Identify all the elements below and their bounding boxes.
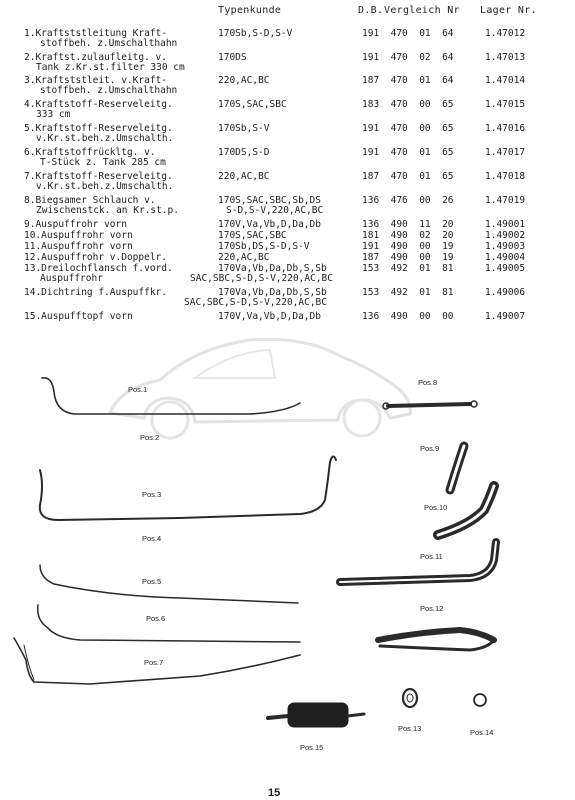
type-code: 170V,Va,Vb,D,Da,Db: [218, 311, 321, 322]
db-number: 191 490 00 19: [362, 241, 454, 252]
part-description-cont: T-Stück z. Tank 285 cm: [40, 157, 166, 169]
header-lager: Lager Nr.: [480, 5, 537, 16]
part-description: 4.Kraftstoff-Reserveleitg.: [24, 99, 173, 110]
type-code: 170DS: [218, 52, 247, 63]
db-number: 191 470 01 65: [362, 147, 454, 158]
db-number: 153 492 01 81: [362, 287, 454, 298]
part-description: 11.Auspuffrohr vorn: [24, 241, 133, 252]
type-code-cont: S-D,S-V,220,AC,BC: [226, 205, 324, 217]
caption-pos13: Pos.13: [398, 724, 422, 733]
type-code-cont: SAC,SBC,S-D,S-V,220,AC,BC: [190, 273, 333, 285]
caption-pos8: Pos.8: [418, 378, 438, 387]
db-number: 187 490 00 19: [362, 252, 454, 263]
caption-pos3: Pos.3: [142, 490, 162, 499]
part-description: 2.Kraftst.zulaufleitg. v.: [24, 52, 167, 63]
part-description: 8.Biegsamer Schlauch v.: [24, 195, 156, 206]
type-code: 220,AC,BC: [218, 171, 270, 182]
part-description-cont: 333 cm: [36, 109, 71, 121]
caption-pos4: Pos.4: [142, 534, 162, 543]
part-description: 13.Dreilochflansch f.vord.: [24, 263, 173, 274]
lager-number: 1.47019: [485, 195, 526, 206]
lager-number: 1.49001: [485, 219, 526, 230]
db-number: 183 470 00 65: [362, 99, 454, 110]
caption-pos5: Pos.5: [142, 577, 162, 586]
part-description-cont: v.Kr.st.beh.z.Umschalth.: [36, 133, 174, 145]
muffler-pos15: [288, 703, 348, 727]
db-number: 136 476 00 26: [362, 195, 454, 206]
db-number: 191 470 02 64: [362, 52, 454, 63]
type-code: 170DS,S-D: [218, 147, 270, 158]
lager-number: 1.47014: [485, 75, 526, 86]
part-description: 5.Kraftstoff-Reserveleitg.: [24, 123, 173, 134]
caption-pos7: Pos.7: [144, 658, 164, 667]
type-code: 170Sb,DS,S-D,S-V: [218, 241, 310, 252]
fuel-line-pos3: [40, 456, 336, 520]
lager-number: 1.49005: [485, 263, 526, 274]
type-code: 220,AC,BC: [218, 75, 270, 86]
lager-number: 1.49002: [485, 230, 526, 241]
caption-pos14: Pos.14: [470, 728, 494, 737]
part-description-cont: stoffbeh. z.Umschalthahn: [40, 38, 178, 50]
part-description: 6.Kraftstoffrückltg. v.: [24, 147, 156, 158]
type-code: 170Sb,S-D,S-V: [218, 28, 293, 39]
type-code: 170V,Va,Vb,D,Da,Db: [218, 219, 321, 230]
db-number: 191 470 01 64: [362, 28, 454, 39]
caption-pos1: Pos.1: [128, 385, 148, 394]
lager-number: 1.47018: [485, 171, 526, 182]
fuel-line-pos6: [38, 605, 300, 642]
exhaust-pipe-pos11: [340, 542, 496, 582]
part-description: 3.Kraftststleit. v.Kraft-: [24, 75, 167, 86]
db-number: 187 470 01 65: [362, 171, 454, 182]
part-description: 12.Auspuffrohr v.Doppelr.: [24, 252, 167, 263]
db-number: 181 490 02 20: [362, 230, 454, 241]
type-code: 170S,SAC,SBC,Sb,DS: [218, 195, 321, 206]
caption-pos12: Pos.12: [420, 604, 444, 613]
lager-number: 1.47016: [485, 123, 526, 134]
type-code: 170S,SAC,SBC: [218, 230, 287, 241]
header-vergleich: Vergleich Nr: [384, 5, 460, 16]
db-number: 187 470 01 64: [362, 75, 454, 86]
db-number: 136 490 00 00: [362, 311, 454, 322]
type-code: 170Va,Vb,Da,Db,S,Sb: [218, 263, 327, 274]
caption-pos10: Pos.10: [424, 503, 448, 512]
lager-number: 1.47017: [485, 147, 526, 158]
type-code-cont: SAC,SBC,S-D,S-V,220,AC,BC: [184, 297, 327, 309]
part-description: 15.Auspufftopf vorn: [24, 311, 133, 322]
part-description: 10.Auspuffrohr vorn: [24, 230, 133, 241]
exhaust-pipe-pos12: [378, 630, 494, 640]
lager-number: 1.47015: [485, 99, 526, 110]
type-code: 170Sb,S-V: [218, 123, 270, 134]
ring-pos14: [474, 694, 486, 706]
caption-pos11: Pos.11: [420, 552, 443, 561]
lager-number: 1.47012: [485, 28, 526, 39]
part-description-cont: stoffbeh. z.Umschalthahn: [40, 85, 178, 97]
part-description-cont: Zwischenstck. an Kr.st.p.: [36, 205, 179, 217]
page-number: 15: [268, 787, 281, 799]
db-number: 191 470 00 65: [362, 123, 454, 134]
part-description: 9.Auspuffrohr vorn: [24, 219, 127, 230]
fuel-line-pos5: [40, 565, 298, 603]
caption-pos6: Pos.6: [146, 614, 166, 623]
hose-pos8: [388, 404, 470, 406]
caption-pos2: Pos.2: [140, 433, 160, 442]
caption-pos15: Pos.15: [300, 743, 324, 752]
lager-number: 1.49003: [485, 241, 526, 252]
lager-number: 1.49004: [485, 252, 526, 263]
part-description-cont: Tank z.Kr.st.filter 330 cm: [36, 62, 185, 74]
part-description-cont: Auspuffrohr: [40, 273, 103, 285]
caption-pos9: Pos.9: [420, 444, 440, 453]
type-code: 220,AC,BC: [218, 252, 270, 263]
header-typenkunde: Typenkunde: [218, 5, 282, 16]
flange-pos13: [403, 689, 417, 707]
db-number: 136 490 11 20: [362, 219, 454, 230]
lager-number: 1.47013: [485, 52, 526, 63]
type-code: 170S,SAC,SBC: [218, 99, 287, 110]
lager-number: 1.49007: [485, 311, 526, 322]
part-description: 14.Dichtring f.Auspuffkr.: [24, 287, 167, 298]
part-description: 1.Kraftststleitung Kraft-: [24, 28, 167, 39]
part-description-cont: v.Kr.st.beh.z.Umschalth.: [36, 181, 174, 193]
fuel-line-pos1: [42, 378, 300, 414]
type-code: 170Va,Vb,Da,Db,S,Sb: [218, 287, 327, 298]
part-description: 7.Kraftstoff-Reserveleitg.: [24, 171, 173, 182]
header-db: D.B.: [358, 5, 384, 16]
lager-number: 1.49006: [485, 287, 526, 298]
db-number: 153 492 01 81: [362, 263, 454, 274]
